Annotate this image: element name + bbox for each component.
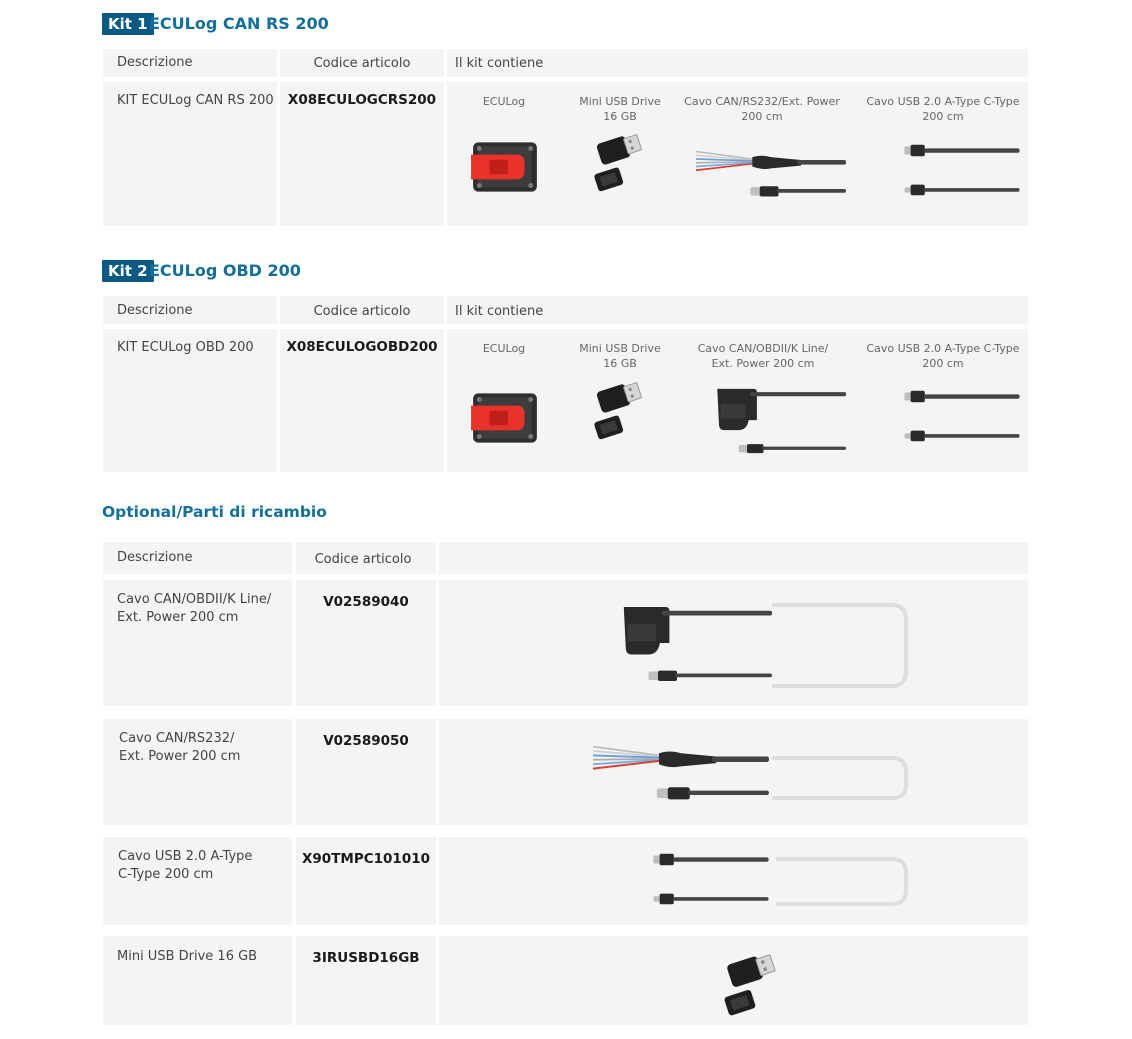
optional-row2-desc-cell <box>103 719 292 825</box>
obd-cable-icon <box>714 380 846 462</box>
optional-header-image-cell <box>439 542 1028 574</box>
kit2-title: ECULog OBD 200 <box>149 261 301 280</box>
can-rs232-cable-icon <box>590 740 920 806</box>
kit1-item-usb-caption: Mini USB Drive 16 GB <box>579 95 661 123</box>
kit2-header-contents-cell <box>447 296 1028 324</box>
kit1-badge: Kit 1 <box>102 13 154 35</box>
kit2-header-code-cell <box>280 296 444 324</box>
kit2-header-desc: Descrizione <box>117 303 193 318</box>
optional-row1-code: V02589040 <box>323 594 409 610</box>
kit2-header-contents: Il kit contiene <box>455 304 544 319</box>
optional-row2-desc: Cavo CAN/RS232/ Ext. Power 200 cm <box>119 731 241 764</box>
kit2-header-code: Codice articolo <box>313 304 411 319</box>
optional-row3-code-cell <box>296 837 436 925</box>
optional-header-code-cell <box>296 542 436 574</box>
kit1-header-desc-cell <box>103 49 277 77</box>
kit1-item-usbc-caption: Cavo USB 2.0 A-Type C-Type 200 cm <box>866 95 1020 123</box>
optional-header-desc-cell <box>103 542 292 574</box>
kit1-item-eculog-caption: ECULog <box>482 95 526 108</box>
usb-c-cable-icon <box>896 143 1028 205</box>
optional-row4-desc: Mini USB Drive 16 GB <box>117 949 258 964</box>
kit1-desc-cell <box>103 82 277 226</box>
kit2-header-desc-cell <box>103 296 277 324</box>
optional-row2-code-cell <box>296 719 436 825</box>
kit1-header-contents-cell <box>447 49 1028 77</box>
optional-row3-desc-cell <box>103 837 292 925</box>
can-rs232-cable-icon <box>696 145 846 203</box>
kit1-desc: KIT ECULog CAN RS 200 <box>117 93 274 108</box>
usb-drive-icon <box>592 378 648 440</box>
eculog-device-icon <box>469 140 541 194</box>
kit1-header-code: Codice articolo <box>313 56 411 71</box>
kit2-badge: Kit 2 <box>102 260 154 282</box>
kit1-header-desc: Descrizione <box>117 55 193 70</box>
eculog-device-icon <box>469 391 541 445</box>
optional-header-desc: Descrizione <box>117 550 193 565</box>
kit2-item-usbc-caption: Cavo USB 2.0 A-Type C-Type 200 cm <box>866 342 1020 370</box>
kit1-item-cable-caption: Cavo CAN/RS232/Ext. Power 200 cm <box>684 95 840 123</box>
optional-row4-code-cell <box>296 936 436 1025</box>
usb-drive-icon <box>722 948 782 1018</box>
optional-row1-code-cell <box>296 580 436 706</box>
kit1-header-code-cell <box>280 49 444 77</box>
obd-cable-icon <box>620 596 920 692</box>
kit2-desc-cell <box>103 329 277 472</box>
kit1-code: X08ECULOGCRS200 <box>287 92 437 108</box>
usb-drive-icon <box>592 130 648 192</box>
kit1-code-cell <box>280 82 444 226</box>
usb-c-cable-icon <box>646 852 916 914</box>
kit2-item-usb-caption: Mini USB Drive 16 GB <box>579 342 661 370</box>
kit2-item-eculog-caption: ECULog <box>482 342 526 355</box>
kit1-title: ECULog CAN RS 200 <box>149 14 329 33</box>
optional-header-code: Codice articolo <box>314 552 412 567</box>
optional-row1-desc: Cavo CAN/OBDII/K Line/ Ext. Power 200 cm <box>117 592 272 625</box>
optional-row1-desc-cell <box>103 580 292 706</box>
usb-c-cable-icon <box>896 389 1028 451</box>
optional-row4-desc-cell <box>103 936 292 1025</box>
optional-row4-code: 3IRUSBD16GB <box>312 950 420 966</box>
optional-row2-code: V02589050 <box>323 733 409 749</box>
kit2-code: X08ECULOGOBD200 <box>286 339 438 355</box>
kit2-item-cable-caption: Cavo CAN/OBDII/K Line/ Ext. Power 200 cm <box>697 342 829 370</box>
kit2-code-cell <box>280 329 444 472</box>
optional-title: Optional/Parti di ricambio <box>102 503 327 521</box>
optional-row3-desc: Cavo USB 2.0 A-Type C-Type 200 cm <box>118 849 253 882</box>
optional-row3-code: X90TMPC101010 <box>302 851 430 867</box>
kit2-desc: KIT ECULog OBD 200 <box>117 340 254 355</box>
kit1-header-contents: Il kit contiene <box>455 56 544 71</box>
